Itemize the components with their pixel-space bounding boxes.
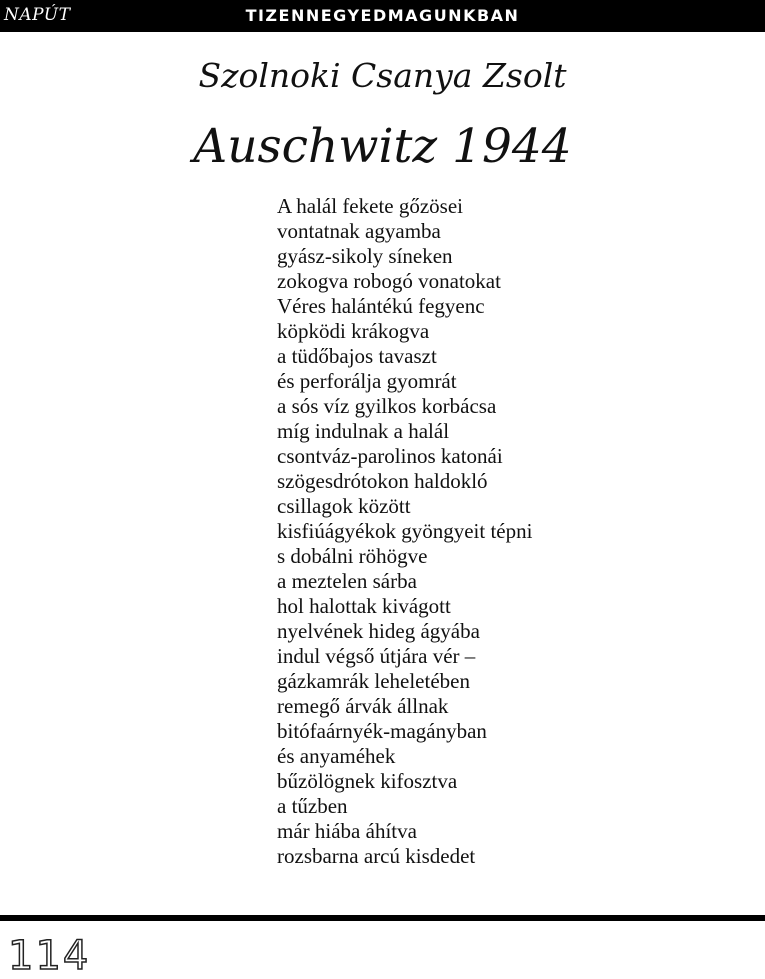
poem-line: és perforálja gyomrát — [277, 369, 457, 393]
poem-line: a meztelen sárba — [277, 569, 417, 593]
poem-line: bitófaárnyék-magányban — [277, 719, 487, 743]
poem-line: bűzölögnek kifosztva — [277, 769, 458, 793]
poem-line: gázkamrák leheletében — [277, 669, 470, 693]
header-bar — [0, 0, 765, 32]
poem-line: a sós víz gyilkos korbácsa — [277, 394, 497, 418]
poem-line: A halál fekete gőzösei — [277, 194, 464, 218]
poem-line: csontváz-parolinos katonái — [277, 444, 503, 468]
poem-line: szögesdrótokon haldokló — [277, 469, 488, 493]
page-number: 114 — [8, 933, 91, 979]
footer-rule — [0, 915, 765, 921]
author-name: Szolnoki Csanya Zsolt — [198, 56, 567, 95]
poem-line: indul végső útjára vér – — [277, 644, 476, 668]
poem-body — [277, 194, 532, 869]
poem-line: csillagok között — [277, 494, 411, 518]
poem-line: s dobálni röhögve — [277, 544, 428, 568]
poem-line: kisfiúágyékok gyöngyeit tépni — [277, 519, 533, 543]
poem-line: vontatnak agyamba — [277, 219, 441, 243]
poem-line: a tüdőbajos tavaszt — [277, 344, 437, 368]
poem-line: gyász-sikoly síneken — [277, 244, 453, 268]
poem-line: hol halottak kivágott — [277, 594, 451, 618]
poem-line: a tűzben — [277, 794, 348, 818]
poem-line: remegő árvák állnak — [277, 694, 449, 718]
poem-line: míg indulnak a halál — [277, 419, 450, 443]
poem-line: köpködi krákogva — [277, 319, 430, 343]
poem-line: Véres halántékú fegyenc — [277, 294, 485, 318]
poem-line: már hiába áhítva — [277, 819, 417, 843]
section-title: TIZENNEGYEDMAGUNKBAN — [245, 6, 520, 25]
poem-title: Auschwitz 1944 — [193, 119, 572, 174]
poem-line: nyelvének hideg ágyába — [277, 619, 480, 643]
poem-line: rozsbarna arcú kisdedet — [277, 844, 476, 868]
poem-line: és anyaméhek — [277, 744, 396, 768]
poem-line: zokogva robogó vonatokat — [277, 269, 501, 293]
magazine-logo: NAPÚT — [4, 5, 71, 25]
